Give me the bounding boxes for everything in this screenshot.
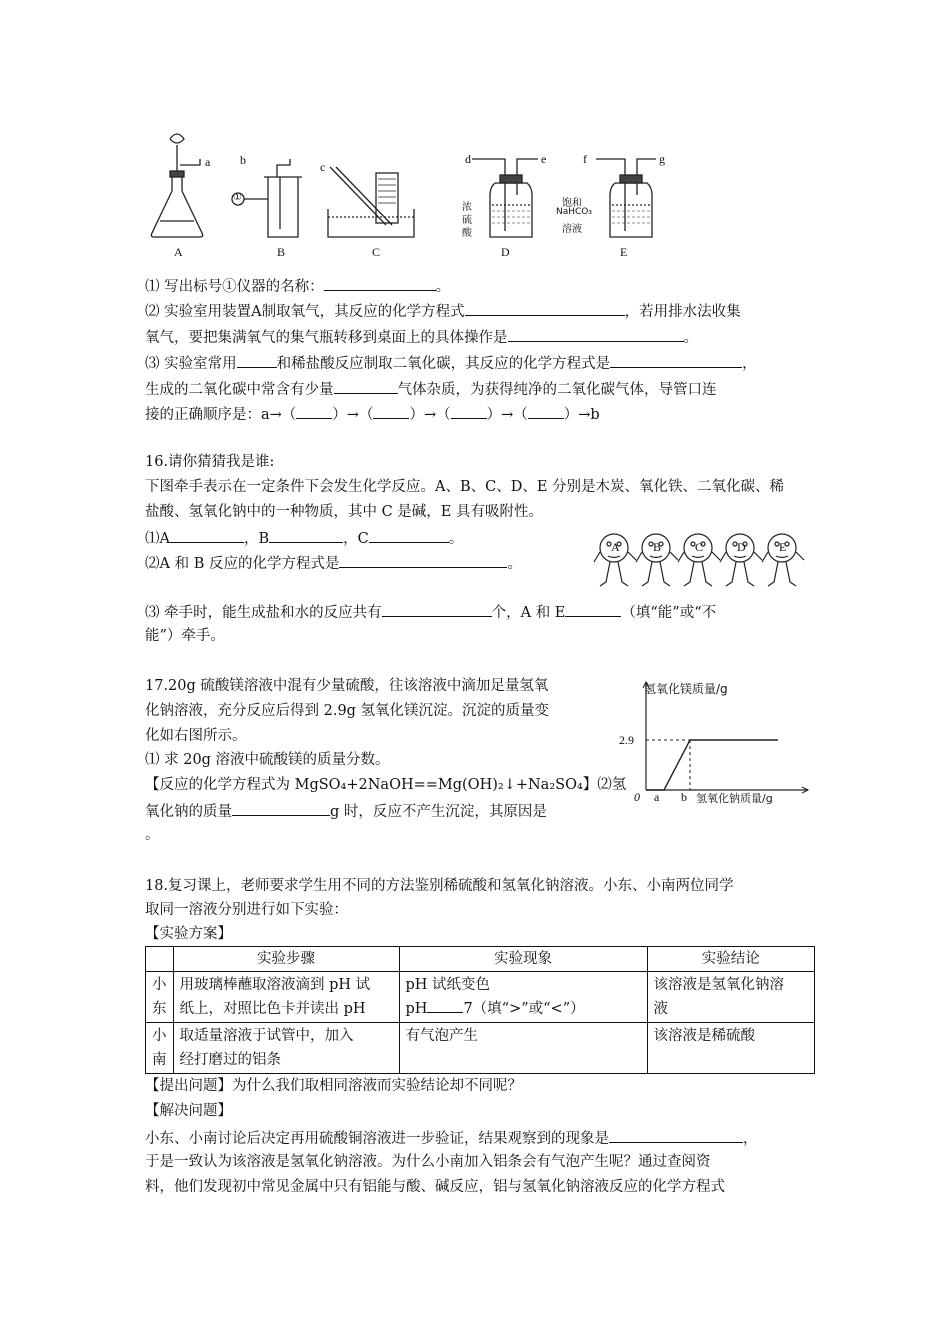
q18-line-2: 取同一溶液分别进行如下实验： <box>145 902 348 918</box>
q16-sub-2: ⑵A 和 B 反应的化学方程式是 。 <box>145 552 522 574</box>
label-apparatus-E: E <box>620 245 628 259</box>
chart-origin-label: 0 <box>634 790 640 804</box>
q18-line-1: 18.复习课上，老师要求学生用不同的方法鉴别稀硫酸和氢氧化钠溶液。小东、小南两位同学 <box>145 878 734 894</box>
q16-sub-3-cont: 能”）牵手。 <box>145 628 225 644</box>
e-liquid-1: 饱和 <box>562 198 582 209</box>
d-liquid-1: 浓 <box>462 202 472 213</box>
q18-para-3: 料，他们发现初中常见金属中只有铝能与酸、碱反应，铝与氢氧化钠溶液反应的化学方程式 <box>145 1179 725 1195</box>
label-circle-one: ① <box>233 192 242 203</box>
q18-solve: 【解决问题】 <box>145 1103 232 1119</box>
q16-sub-1: ⑴A ，B ，C 。 <box>145 527 463 549</box>
q15-line-4: ⑶ 实验室常用 和稀盐酸反应制取二氧化碳，其反应的化学方程式是 ， <box>145 352 757 374</box>
q16-desc-2: 盐酸、氢氧化钠中的一种物质，其中 C 是碱，E 具有吸附性。 <box>145 504 544 520</box>
table-cell-conclusion: 该溶液是稀硫酸 <box>647 1023 815 1074</box>
label-port-a: a <box>205 155 211 169</box>
q15-line-3: 氧气，要把集满氧气的集气瓶转移到桌面上的具体操作是 。 <box>145 326 698 348</box>
q17-line-1: 17.20g 硫酸镁溶液中混有少量硫酸，往该溶液中滴加足量氢氧 <box>145 678 549 694</box>
label-apparatus-A: A <box>174 245 183 259</box>
table-cell-observation: 有气泡产生 <box>399 1023 647 1074</box>
q15-line-1: ⑴ 写出标号①仪器的名称： 。 <box>145 275 450 297</box>
ph-blank <box>427 997 463 1013</box>
chart-x-tick-b: b <box>681 790 687 804</box>
q16-sub-3: ⑶ 牵手时，能生成盐和水的反应共有 个，A 和 E （填“能”或“不 <box>145 601 716 623</box>
q18-para-1: 小东、小南讨论后决定再用硫酸铜溶液进一步验证，结果观察到的现象是 ， <box>145 1127 758 1149</box>
label-port-f: f <box>583 152 587 166</box>
q18-para-2: 于是一致认为该溶液是氢氧化钠溶液。为什么小南加入铝条会有气泡产生呢？通过查阅资 <box>145 1154 711 1170</box>
figure-label-C: C <box>695 540 704 554</box>
table-row <box>146 972 815 1023</box>
label-apparatus-C: C <box>372 245 381 259</box>
label-port-e: e <box>541 152 547 166</box>
label-port-g: g <box>659 152 665 166</box>
apparatus-figure <box>140 125 680 265</box>
figure-label-E: E <box>779 540 787 554</box>
q18-plan: 【实验方案】 <box>145 926 232 942</box>
table-header-cell: 实验结论 <box>647 947 815 972</box>
q16-desc-1: 下图牵手表示在一定条件下会发生化学反应。A、B、C、D、E 分别是木炭、氧化铁、二氧化碳、稀 <box>145 479 785 495</box>
e-liquid-2: NaHCO₃ <box>556 207 592 217</box>
table-row <box>146 1023 815 1074</box>
q16-title: 16.请你猜猜我是谁: <box>145 454 275 470</box>
hand-holding-figures <box>592 526 812 590</box>
table-cell-conclusion: 该溶液是氢氧化钠溶 液 <box>647 972 815 1023</box>
q17-line-2: 化钠溶液，充分反应后得到 2.9g 氢氧化镁沉淀。沉淀的质量变 <box>145 703 550 719</box>
label-port-d: d <box>465 152 471 166</box>
chart-xlabel: 氢氧化钠质量/g <box>696 792 773 805</box>
q17-line-4: ⑴ 求 20g 溶液中硫酸镁的质量分数。 <box>145 752 390 768</box>
table-cell-observation: pH 试纸变色 pH 7（填“>”或“<”） <box>399 972 647 1023</box>
chart-y-tick-29: 2.9 <box>619 733 634 747</box>
q17-line-5: 【反应的化学方程式为 MgSO₄+2NaOH==Mg(OH)₂↓+Na₂SO₄】⑵氢 <box>145 777 627 793</box>
q17-line-7: 。 <box>145 827 160 843</box>
figure-label-A: A <box>611 540 620 554</box>
chart-series-line <box>646 740 778 790</box>
table-cell-who: 小 南 <box>146 1023 174 1074</box>
figure-label-B: B <box>653 540 662 554</box>
d-liquid-2: 硫 <box>462 215 472 226</box>
table-cell-who: 小 东 <box>146 972 174 1023</box>
chart-x-tick-a: a <box>654 790 660 804</box>
chart-ylabel: 氢氧化镁质量/g <box>644 682 728 696</box>
e-liquid-3: 溶液 <box>562 224 582 235</box>
label-apparatus-B: B <box>277 245 286 259</box>
table-cell-step: 用玻璃棒蘸取溶液滴到 pH 试 纸上，对照比色卡并读出 pH <box>173 972 399 1023</box>
q15-line-5: 生成的二氧化碳中常含有少量 气体杂质，为获得纯净的二氧化碳气体，导管口连 <box>145 378 717 400</box>
table-header-cell <box>146 947 174 972</box>
label-apparatus-D: D <box>501 245 510 259</box>
table-cell-step: 取适量溶液于试管中，加入 经打磨过的铝条 <box>173 1023 399 1074</box>
experiment-table <box>145 946 815 1074</box>
table-header-cell: 实验步骤 <box>173 947 399 972</box>
q17-line-3: 化如右图所示。 <box>145 728 247 744</box>
q17-line-6: 氧化钠的质量 g 时，反应不产生沉淀，其原因是 <box>145 800 547 822</box>
q15-line-6: 接的正确顺序是：a→（ ）→（ ）→（ ）→（ ）→b <box>145 403 600 425</box>
q18-question: 【提出问题】为什么我们取相同溶液而实验结论却不同呢？ <box>145 1078 522 1094</box>
d-liquid-3: 酸 <box>462 228 472 239</box>
table-header-cell: 实验现象 <box>399 947 647 972</box>
figure-label-D: D <box>737 540 746 554</box>
label-port-c: c <box>320 160 326 174</box>
q15-line-2: ⑵ 实验室用装置A制取氧气，其反应的化学方程式 ，若用排水法收集 <box>145 300 741 322</box>
label-port-b: b <box>240 153 246 167</box>
table-header-row <box>146 947 815 972</box>
